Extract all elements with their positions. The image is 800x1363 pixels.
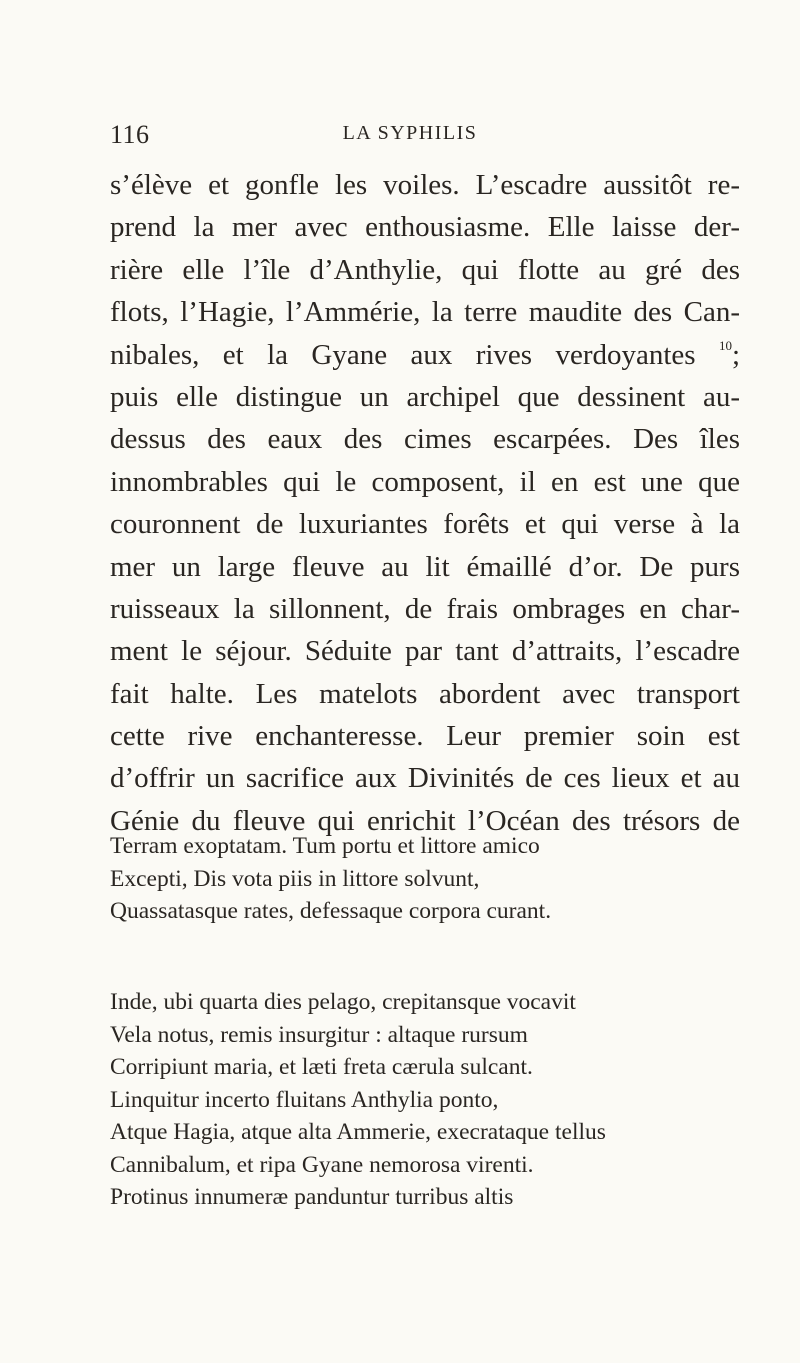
verse-line: Linquitur incerto fluitans Anthylia ponto, [110, 1086, 499, 1113]
prose-line-text: nibales, et la Gyane aux rives verdoyantes [110, 338, 696, 371]
verse-line: Corripiunt maria, et læti freta cærula sulcant. [110, 1054, 533, 1080]
prose-line: dessus des eaux des cimes escarpées. Des îles [110, 423, 740, 456]
verse-line: Atque Hagia, atque alta Ammerie, execrataque tellus [110, 1119, 606, 1145]
running-title: LA SYPHILIS [342, 122, 478, 144]
verse-line: Inde, ubi quarta dies pelago, crepitansque vocavit [110, 989, 576, 1015]
prose-line: innombrables qui le composent, il en est une que [110, 465, 740, 498]
verse-line: Terram exoptatam. Tum portu et littore amico [110, 833, 540, 859]
prose-line: prend la mer avec enthousiasme. Elle laisse der- [110, 211, 740, 244]
footnote-punctuation: ; [731, 338, 741, 371]
prose-line: cette rive enchanteresse. Leur premier soin est [110, 720, 740, 753]
prose-line: d’offrir un sacrifice aux Divinités de ces lieux et au [110, 762, 740, 795]
prose-line: ruisseaux la sillonnent, de frais ombrages en char- [110, 592, 740, 625]
running-head [110, 120, 710, 152]
verse-line: Excepti, Dis vota piis in littore solvunt, [110, 865, 480, 892]
prose-line: puis elle distingue un archipel que dessinent au- [110, 380, 740, 413]
verse-line: Protinus innumeræ panduntur turribus altis [110, 1184, 514, 1210]
verse-line: Vela notus, remis insurgitur : altaque rursum [110, 1021, 528, 1048]
latin-verse-block-1 [110, 830, 750, 928]
prose-line: fait halte. Les matelots abordent avec transport [110, 677, 740, 710]
page-number: 116 [110, 120, 150, 149]
prose-line-with-footnote [110, 334, 740, 376]
prose-line: flots, l’Hagie, l’Ammérie, la terre maudite des Can- [110, 296, 740, 329]
prose-line: mer un large fleuve au lit émaillé d’or. De purs [110, 550, 740, 583]
latin-verse-block-2 [110, 986, 750, 1214]
prose-line: couronnent de luxuriantes forêts et qui verse à la [110, 508, 740, 541]
prose-paragraph [110, 164, 740, 842]
prose-line: Génie du fleuve qui enrichit l’Océan des trésors de [110, 804, 740, 837]
verse-line: Quassatasque rates, defessaque corpora curant. [110, 898, 552, 924]
prose-line: ment le séjour. Séduite par tant d’attraits, l’escadre [110, 635, 740, 668]
verse-line: Cannibalum, et ripa Gyane nemorosa virenti. [110, 1151, 534, 1178]
prose-line: s’élève et gonfle les voiles. L’escadre aussitôt re- [110, 169, 740, 201]
prose-line: rière elle l’île d’Anthylie, qui flotte au gré des [110, 253, 740, 286]
footnote-reference: 10 [718, 337, 732, 353]
